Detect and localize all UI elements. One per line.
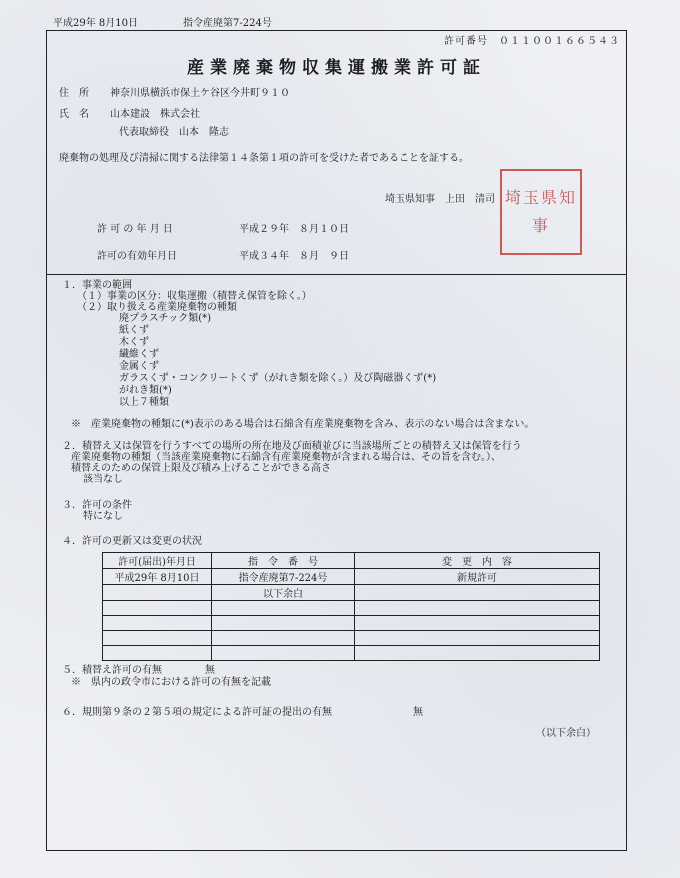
list-item: 紙くず [119, 325, 149, 336]
table-header [103, 553, 600, 569]
certificate-frame [46, 30, 627, 851]
table-row [103, 616, 600, 631]
list-item: 廃プラスチック類(*) [119, 313, 212, 324]
table-cell [355, 585, 600, 601]
list-item: 金属くず [119, 361, 159, 372]
list-item: 以上７種類 [119, 397, 169, 408]
table-row [103, 631, 600, 646]
closing-note: （以下余白） [536, 728, 596, 739]
address-label: 住 所 [59, 88, 89, 99]
table-cell [103, 585, 212, 601]
table-row [103, 569, 600, 585]
certification-text: 廃棄物の処理及び清掃に関する法律第１４条第１項の許可を受けた者であることを証する。 [59, 153, 469, 164]
table-cell: 平成29年 8月10日 [103, 569, 212, 585]
page-title: 産業廃棄物収集運搬業許可証 [187, 58, 486, 78]
section4-heading: ４．許可の更新又は変更の状況 [62, 536, 202, 547]
section6-value: 無 [413, 707, 423, 718]
expiry-date: 平成３４年 ８月 ９日 [239, 251, 349, 262]
header-date: 平成29年 8月10日 [53, 18, 138, 29]
waste-type-list [119, 313, 436, 409]
table-cell [355, 616, 600, 631]
address-value: 神奈川県横浜市保土ケ谷区今井町９１０ [110, 88, 290, 99]
table-cell [103, 616, 212, 631]
column-header: 許可(届出)年月日 [103, 553, 212, 569]
table-cell [103, 601, 212, 616]
issued-date: 平成２９年 ８月１０日 [239, 224, 349, 235]
table-row [103, 601, 600, 616]
table-row [103, 646, 600, 661]
expiry-label: 許可の有効年月日 [97, 251, 177, 262]
table-cell [212, 616, 355, 631]
table-row [103, 585, 600, 601]
section2-line3: 積替えのための保管上限及び積み上げることができる高さ [71, 463, 331, 474]
table-cell [212, 631, 355, 646]
section1-item1: （１）事業の区分：収集運搬（積替え保管を除く。） [77, 291, 312, 302]
table-cell [103, 646, 212, 661]
column-header: 変 更 内 容 [355, 553, 600, 569]
issued-label: 許 可 の 年 月 日 [97, 224, 173, 235]
seal-text: 埼玉県知事 [504, 188, 577, 235]
section3-heading: ３．許可の条件 [62, 500, 132, 511]
section1-note: ※ 産業廃棄物の種類に(*)表示のある場合は石綿含有産業廃棄物を含み、表示のない場合は含まない。 [71, 419, 535, 430]
table-cell [212, 646, 355, 661]
section2-value: 該当なし [83, 474, 123, 485]
issuer: 埼玉県知事 上田 清司 [385, 194, 495, 205]
list-item: 繊維くず [119, 349, 159, 360]
section5-value: 無 [205, 665, 215, 676]
table-cell: 新規許可 [355, 569, 600, 585]
list-item: ガラスくず・コンクリートくず（がれき類を除く。）及び陶磁器くず(*) [119, 373, 437, 384]
table-cell [355, 601, 600, 616]
table-cell [355, 631, 600, 646]
section1-item2: （２）取り扱える産業廃棄物の種類 [77, 302, 237, 313]
section6-heading: ６．規則第９条の２第５項の規定による許可証の提出の有無 [62, 707, 332, 718]
history-table [102, 552, 600, 661]
name-value: 山本建設 株式会社 [110, 109, 200, 120]
divider [47, 274, 626, 275]
official-seal [500, 169, 582, 255]
table-cell [355, 646, 600, 661]
table-cell: 以下余白 [212, 585, 355, 601]
list-item: がれき類(*) [119, 385, 172, 396]
column-header: 指 令 番 号 [212, 553, 355, 569]
section3-value: 特になし [83, 511, 123, 522]
section5-heading: ５．積替え許可の有無 [62, 665, 162, 676]
section1-heading: １．事業の範囲 [62, 280, 132, 291]
section2-line1: ２．積替え又は保管を行うすべての場所の所在地及び面積並びに当該場所ごとの積替え又は保管を行う [62, 441, 522, 452]
name-label: 氏 名 [59, 109, 89, 120]
table-cell [212, 601, 355, 616]
list-item: 木くず [119, 337, 149, 348]
section2-line2: 産業廃棄物の種類（当該産業廃棄物に石綿含有産業廃棄物が含まれる場合は、その旨を含む。）、 [71, 452, 501, 463]
table-cell: 指令産廃第7-224号 [212, 569, 355, 585]
section5-note: ※ 県内の政令市における許可の有無を記載 [71, 677, 271, 688]
header-reference: 指令産廃第7-224号 [183, 18, 272, 29]
table-cell [103, 631, 212, 646]
permit-number: 許可番号 ０１１００１６６５４３ [444, 36, 620, 47]
representative: 代表取締役 山本 隆志 [119, 127, 229, 138]
